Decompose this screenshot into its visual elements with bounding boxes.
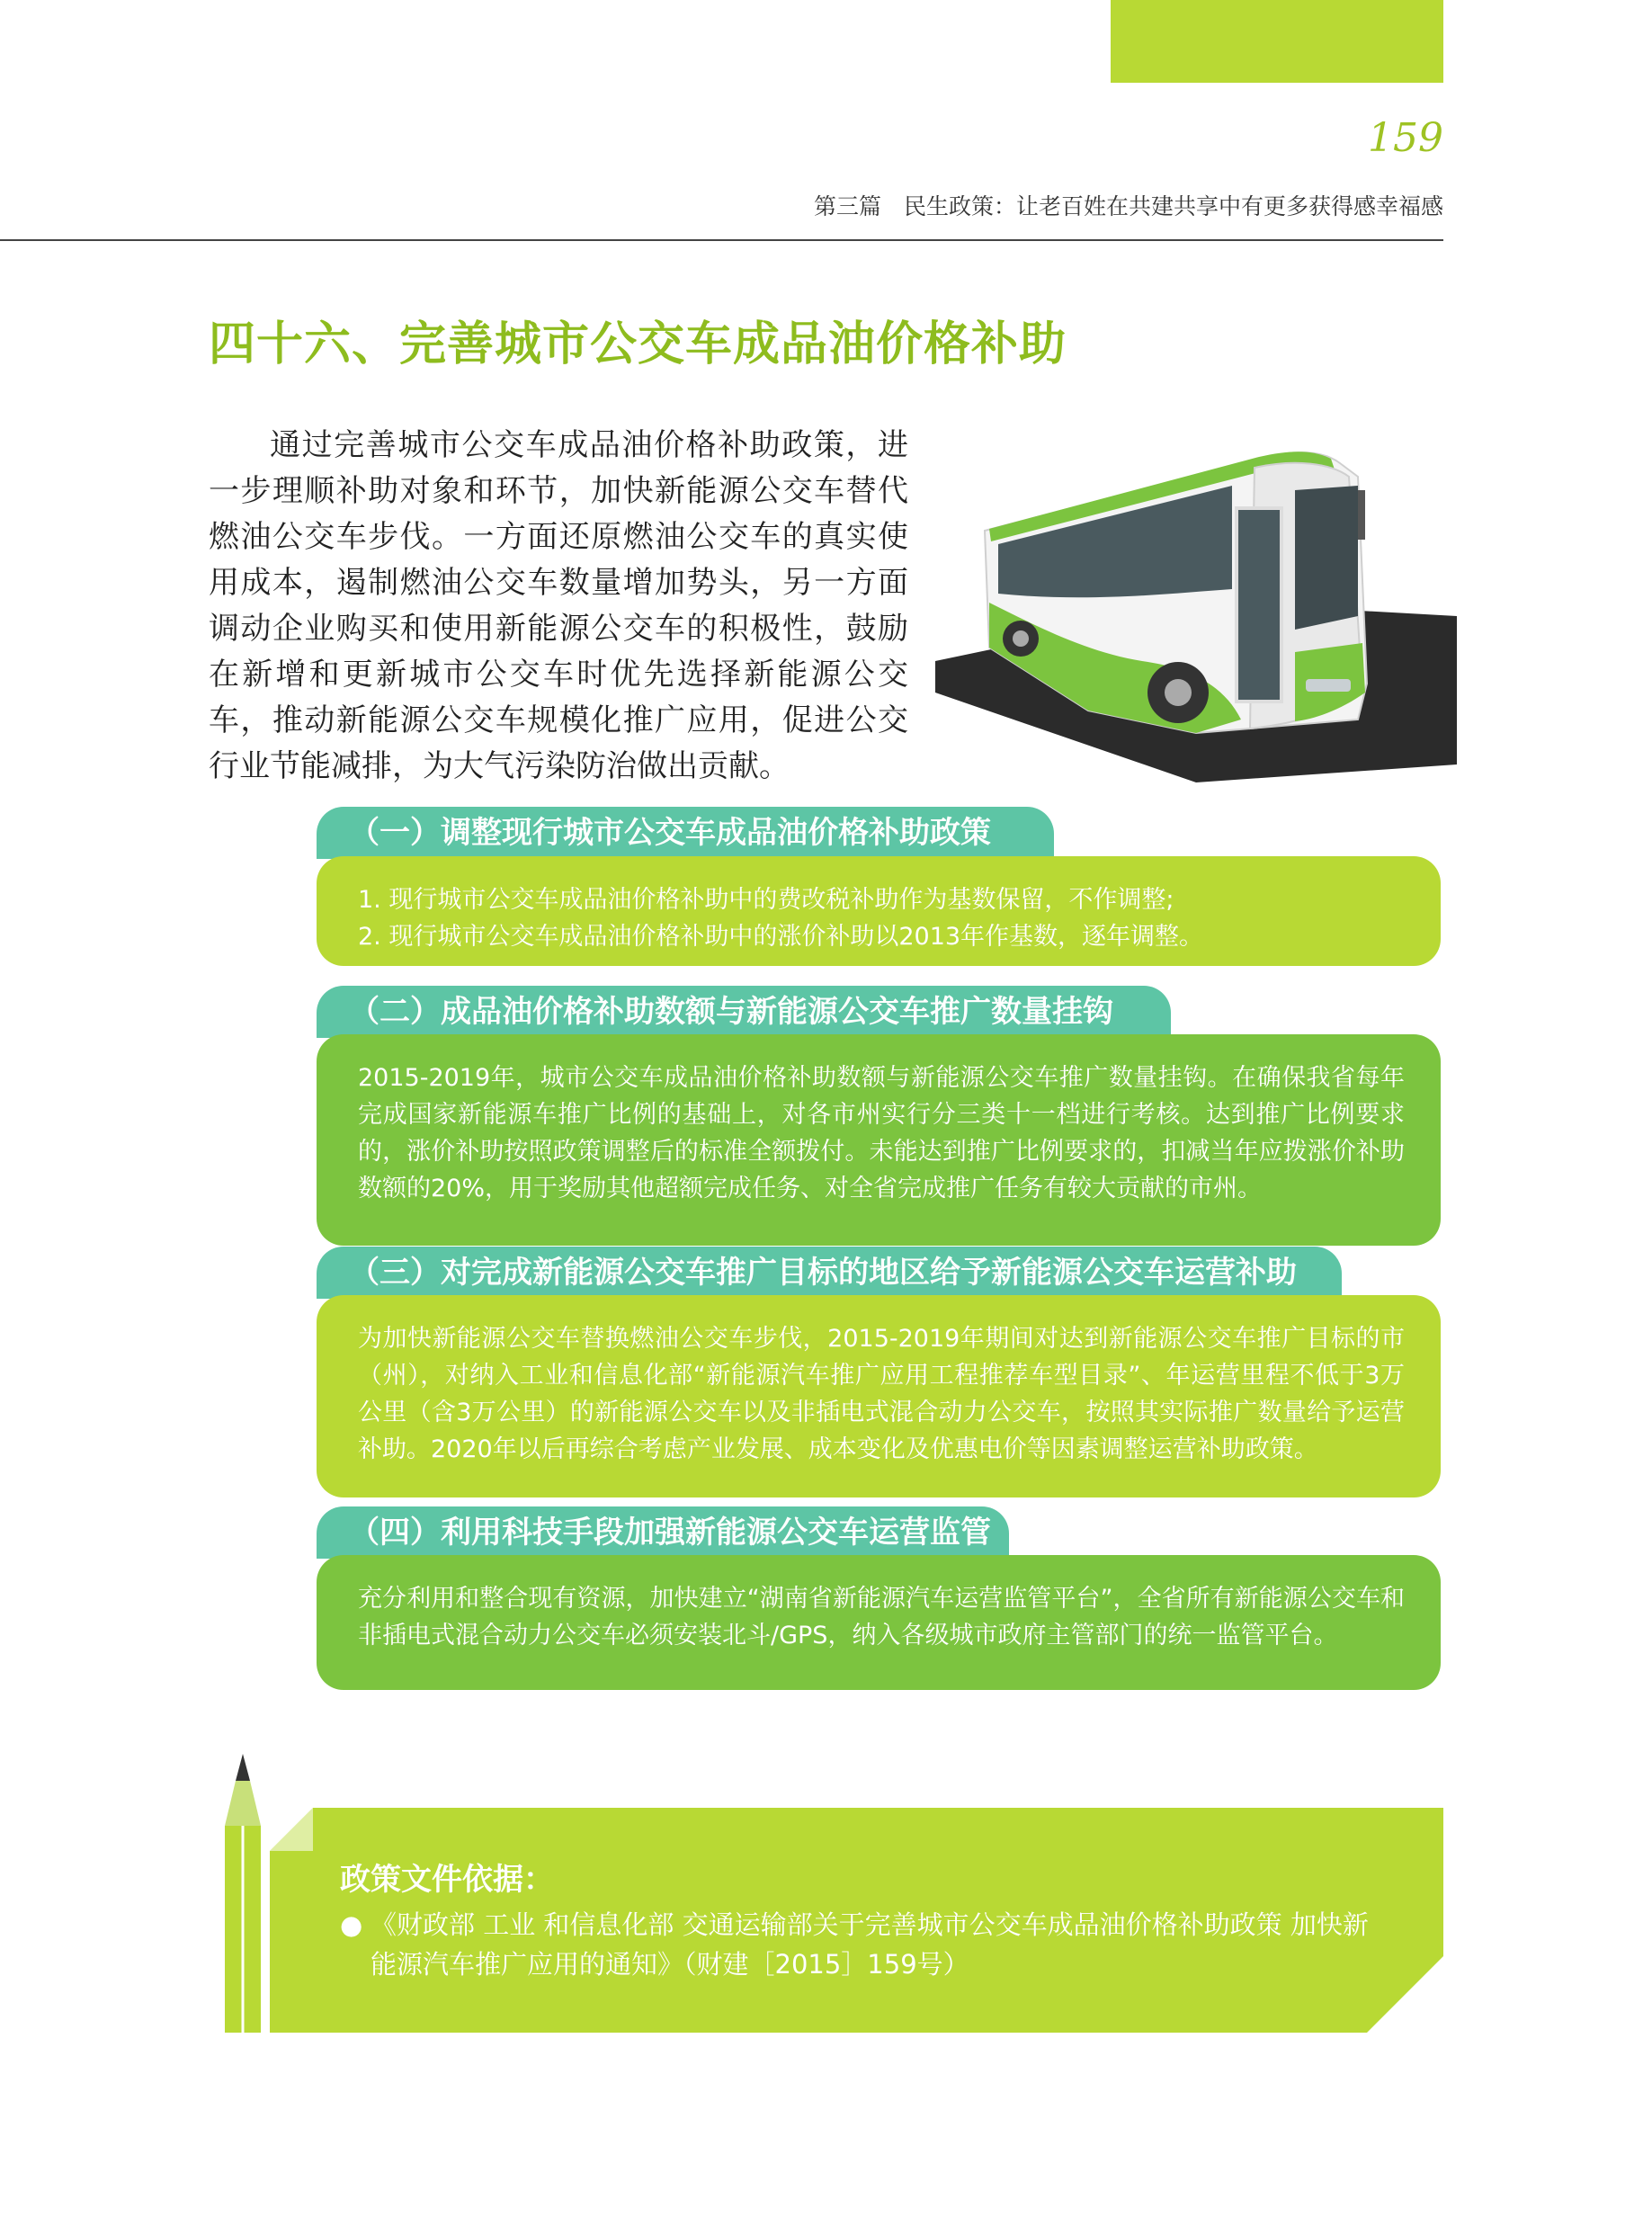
section-1-line-1: 1. 现行城市公交车成品油价格补助中的费改税补助作为基数保留，不作调整; bbox=[358, 886, 1174, 914]
basis-item bbox=[340, 1905, 1388, 1984]
top-accent-bar bbox=[1111, 0, 1443, 83]
basis-title: 政策文件依据： bbox=[340, 1862, 554, 1898]
bus-mirror bbox=[1358, 490, 1365, 540]
section-4-heading: （四）利用科技手段加强新能源公交车运营监管 bbox=[317, 1506, 1009, 1559]
page-number: 159 bbox=[1368, 115, 1443, 161]
section-1-box bbox=[317, 856, 1441, 966]
section-4-box bbox=[317, 1555, 1441, 1690]
bus-windshield bbox=[1295, 486, 1358, 630]
section-2-box bbox=[317, 1034, 1441, 1246]
section-2-text: 2015-2019年，城市公交车成品油价格补助数额与新能源公交车推广数量挂钩。在确保我省每年完成国家新能源车推广比例的基础上，对各市州实行分三类十一档进行考核。达到推广比例要求的，涨价补助按照政策调整后的标准全额拨付。未能达到推广比例要求的，扣减当年应拨涨价补助数额的20%，用于奖励其他超额完成任务、对全省完成推广任务有较大贡献的市州。 bbox=[358, 1064, 1405, 1202]
intro-paragraph: 通过完善城市公交车成品油价格补助政策，进一步理顺补助对象和环节，加快新能源公交车替代燃油公交车步伐。一方面还原燃油公交车的真实使用成本，遏制燃油公交车数量增加势头，另一方面调动企业购买和使用新能源公交车的积极性，鼓励在新增和更新城市公交车时优先选择新能源公交车，推动新能源公交车规模化推广应用，促进公交行业节能减排，为大气污染防治做出贡献。 bbox=[209, 427, 908, 784]
page-title: 四十六、完善城市公交车成品油价格补助 bbox=[209, 317, 1067, 371]
section-2-heading: （二）成品油价格补助数额与新能源公交车推广数量挂钩 bbox=[317, 986, 1171, 1038]
section-3-box bbox=[317, 1295, 1441, 1497]
bus-illustration bbox=[935, 423, 1457, 782]
pencil-icon bbox=[207, 1754, 279, 2033]
bus-door bbox=[1237, 508, 1281, 702]
section-4-text: 充分利用和整合现有资源，加快建立“湖南省新能源汽车运营监管平台”，全省所有新能源公交车和非插电式混合动力公交车必须安装北斗/GPS，纳入各级城市政府主管部门的统一监管平台。 bbox=[358, 1585, 1405, 1649]
running-head: 第三篇 民生政策：让老百姓在共建共享中有更多获得感幸福感 bbox=[813, 193, 1443, 219]
section-1-heading: （一）调整现行城市公交车成品油价格补助政策 bbox=[317, 807, 1054, 859]
section-3-heading: （三）对完成新能源公交车推广目标的地区给予新能源公交车运营补助 bbox=[317, 1247, 1342, 1299]
header-divider bbox=[0, 239, 1443, 241]
basis-item-text: 《财政部 工业 和信息化部 交通运输部关于完善城市公交车成品油价格补助政策 加快新能源汽车推广应用的通知》（财建［2015］159号） bbox=[371, 1909, 1369, 1980]
bus-headlight bbox=[1306, 679, 1351, 692]
section-3-text: 为加快新能源公交车替换燃油公交车步伐，2015-2019年期间对达到新能源公交车推广目标的市（州），对纳入工业和信息化部“新能源汽车推广应用工程推荐车型目录”、年运营里程不低于3万公里（含3万公里）的新能源公交车以及非插电式混合动力公交车，按照其实际推广数量给予运营补助。2020年以后再综合考虑产业发展、成本变化及优惠电价等因素调整运营补助政策。 bbox=[358, 1325, 1405, 1463]
section-1-line-2: 2. 现行城市公交车成品油价格补助中的涨价补助以2013年作基数，逐年调整。 bbox=[358, 923, 1204, 951]
bullet-icon: ● bbox=[340, 1909, 363, 1940]
